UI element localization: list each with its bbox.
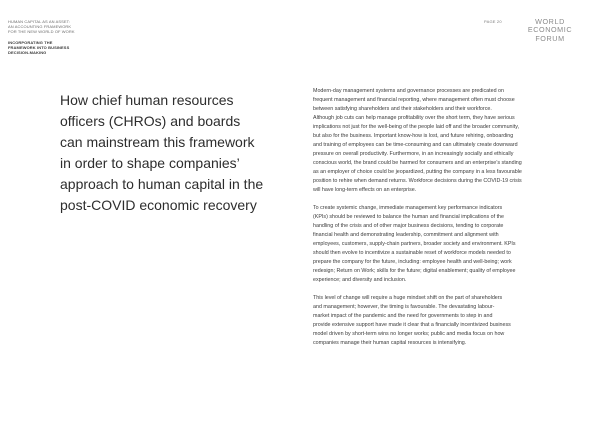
page-number: PAGE 20 [484,19,502,24]
body-line: position to rehire when demand returns. Workforce decisions during the COVID-19 crisis [313,178,522,184]
headline-line: can mainstream this framework [60,134,255,150]
document-title [8,19,118,34]
body-line: To create systemic change, immediate management key performance indicators [313,205,503,211]
body-line: frequent management and financial reporting, where management often must choose [313,97,515,103]
running-header [8,19,118,55]
body-line: provide extensive support have made it clear that a financially incentivized business [313,322,511,328]
body-line: conscious world, the brand could be harmed for consumers and an enterprise’s standing [313,160,522,166]
body-line: experience; and diversity and inclusion. [313,277,407,283]
document-title-line: AN ACCOUNTING FRAMEWORK [8,24,72,29]
section-title-line: DECISION-MAKING [8,50,47,55]
body-line: model driven by short-term wins no longer works; public and media focus on how [313,331,505,337]
body-line: companies manage their human capital resources is intensifying. [313,340,467,346]
body-line: between satisfying shareholders and their stakeholders and their workforce. [313,106,492,112]
section-title-line: INCORPORATING THE [8,40,53,45]
body-line: and training of employees can be time-consuming and can ultimately create downward [313,142,518,148]
body-text [313,87,565,357]
section-title-line: FRAMEWORK INTO BUSINESS [8,45,70,50]
body-line: will have long-term effects on an enterprise. [313,187,417,193]
body-line: and management; however, the timing is favourable. The devastating labour- [313,304,495,310]
document-title-line: FOR THE NEW WORLD OF WORK [8,29,75,34]
body-line: pressure on overall productivity. Furthermore, in an increasingly socially and ethically [313,151,514,157]
logo-line: ECONOMIC [527,25,573,35]
document-title-line: HUMAN CAPITAL AS AN ASSET: [8,19,70,24]
body-line: as an employer of choice could be jeopardized, putting the company in a less favourable [313,169,522,175]
body-line: redesign; Return on Work; skills for the future; digital enablement; quality of employee [313,268,516,274]
headline-line: post-COVID economic recovery [60,197,257,213]
body-paragraph [313,204,565,285]
body-line: should then evolve to incentivize a sustainable reset of workforce models needed to [313,250,511,256]
headline-line: approach to human capital in the [60,176,264,192]
body-line: Although job cuts can help manage profitability over the short term, they have serious [313,115,515,121]
headline-line: in order to shape companies’ [60,155,240,171]
body-paragraph [313,294,565,348]
body-line: This level of change will require a huge mindset shift on the part of shareholders [313,295,503,301]
body-line: but also for the business. Important know-how is lost, and future rehiring, onboarding [313,133,514,139]
body-line: employees, customers, supply-chain partners, broader society and environment. KPIs [313,241,516,247]
logo-line: WORLD [535,17,565,26]
headline-line: How chief human resources [60,92,234,108]
headline-line: officers (CHROs) and boards [60,113,241,129]
logo-line: FORUM [535,33,565,43]
body-line: prepare the company for the future, including: employee health and well-being; work [313,259,512,265]
body-line: handling of the crisis and of other major business decisions, tending to corporate [313,223,504,229]
body-line: financial health and demonstrating leadership, commitment and alignment with [313,232,499,238]
wef-logo [524,18,576,43]
body-line: market impact of the pandemic and the need for governments to step in and [313,313,493,319]
body-line: (KPIs) should be reviewed to balance the human and financial implications of the [313,214,505,220]
body-line: implications not just for the well-being of the people laid off and the broader community, [313,124,519,130]
section-title [8,40,118,55]
headline [60,90,290,216]
body-line: Modern-day management systems and governance processes are predicated on [313,88,504,94]
body-paragraph [313,87,565,195]
